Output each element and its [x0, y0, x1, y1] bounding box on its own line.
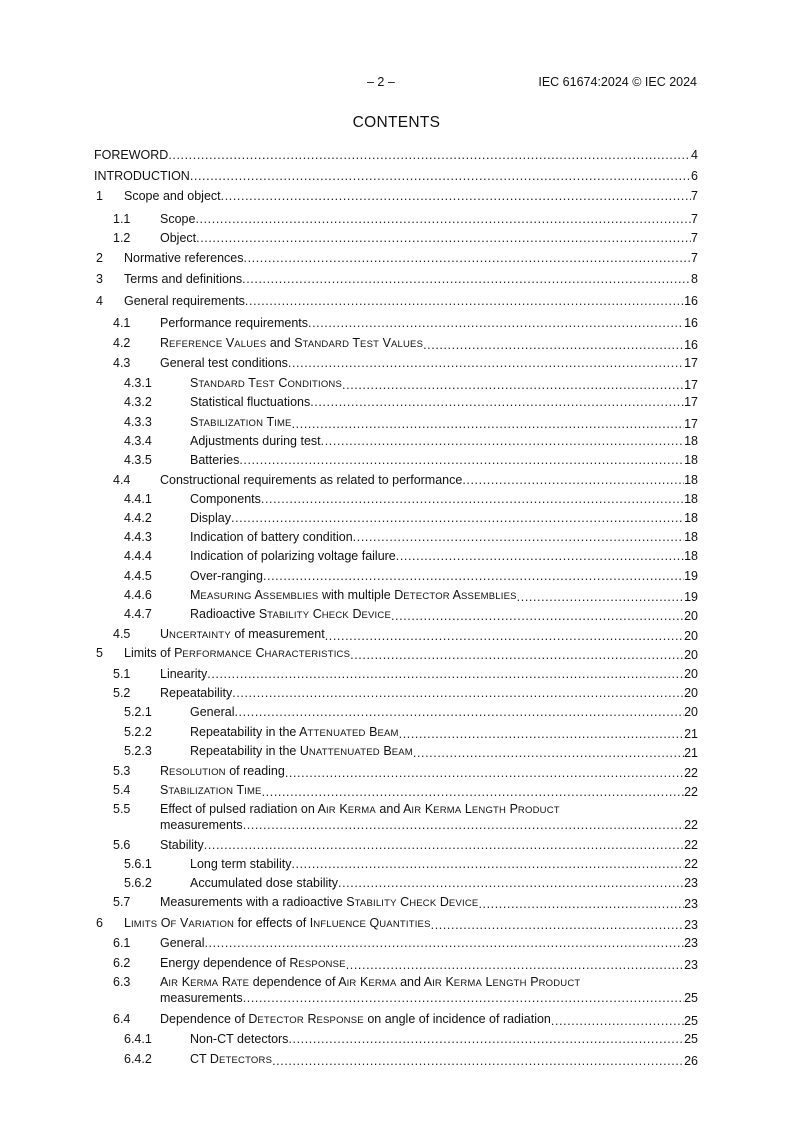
- toc-entry-page: 6: [691, 169, 698, 183]
- toc-dot-leader: [551, 1013, 684, 1029]
- toc-dot-leader: [288, 355, 684, 371]
- toc-entry-title: LIMITS OF VARIATION for effects of INFLUENCE QUANTITIES: [124, 916, 431, 930]
- toc-dot-leader: [261, 491, 684, 507]
- toc-entry-number: 4: [96, 294, 103, 308]
- toc-dot-leader: [195, 211, 691, 227]
- toc-entry[interactable]: [94, 188, 698, 204]
- toc-entry[interactable]: [94, 915, 698, 931]
- toc-entry-leader-line: [160, 355, 698, 371]
- toc-entry-page: 20: [684, 686, 698, 700]
- toc-entry-number: 3: [96, 272, 103, 286]
- toc-entry-leader-line: [190, 743, 698, 761]
- toc-entry-leader-line: [160, 955, 698, 973]
- toc-dot-leader: [413, 745, 684, 761]
- toc-entry-number: 4.4.5: [124, 569, 152, 583]
- toc-entry-page: 16: [684, 338, 698, 352]
- toc-dot-leader: [310, 394, 684, 410]
- toc-dot-leader: [221, 188, 691, 204]
- toc-entry-leader-line: [160, 817, 698, 833]
- toc-entry[interactable]: [94, 763, 698, 779]
- toc-entry[interactable]: [94, 315, 698, 331]
- toc-entry-leader-line: [190, 856, 698, 872]
- toc-entry-leader-line: [190, 510, 698, 526]
- toc-entry-leader-line: [160, 837, 698, 853]
- toc-entry-title: FOREWORD: [94, 148, 169, 162]
- toc-entry-number: 5: [96, 646, 103, 660]
- toc-entry-number: 1: [96, 189, 103, 203]
- toc-entry-leader-line: [124, 188, 698, 204]
- toc-entry-title: Display: [190, 511, 231, 525]
- toc-entry-title: Accumulated dose stability: [190, 876, 339, 890]
- toc-entry-number: 4.3.5: [124, 453, 152, 467]
- toc-entry-leader-line: [190, 529, 698, 545]
- toc-entry-page: 16: [684, 294, 698, 308]
- toc-entry-title: Object: [160, 231, 197, 245]
- toc-entry-leader-line: [124, 250, 698, 266]
- toc-entry-number: 4.4.6: [124, 588, 152, 602]
- toc-entry-page: 18: [684, 492, 698, 506]
- toc-entry-title: Batteries: [190, 453, 240, 467]
- toc-entry-leader-line: [190, 452, 698, 468]
- toc-entry-title: STANDARD TEST CONDITIONS: [190, 376, 343, 390]
- toc-entry-leader-line: [160, 211, 698, 227]
- toc-entry-page: 17: [684, 356, 698, 370]
- toc-entry[interactable]: [94, 935, 698, 951]
- standard-reference: IEC 61674:2024 © IEC 2024: [538, 75, 697, 89]
- page-title: CONTENTS: [352, 114, 441, 131]
- toc-entry-title: General requirements: [124, 294, 245, 308]
- toc-entry-page: 22: [684, 838, 698, 852]
- toc-entry-leader-line: [160, 666, 698, 682]
- toc-entry-title: Limits of PERFORMANCE CHARACTERISTICS: [124, 646, 351, 660]
- toc-entry-page: 7: [691, 231, 698, 245]
- toc-dot-leader: [204, 935, 684, 951]
- toc-entry-leader-line: [160, 315, 698, 331]
- page-header: [0, 75, 793, 93]
- toc-entry-title: Dependence of DETECTOR RESPONSE on angle of incidence of radiation: [160, 1012, 551, 1026]
- toc-entry-page: 21: [684, 727, 698, 741]
- toc-entry-title: Repeatability: [160, 686, 233, 700]
- toc-dot-leader: [462, 472, 684, 488]
- toc-entry-page: 23: [684, 936, 698, 950]
- toc-entry-page: 22: [684, 818, 698, 832]
- toc-entry-number: 5.5: [113, 802, 131, 816]
- toc-entry-title: REFERENCE VALUES and STANDARD TEST VALUES: [160, 336, 424, 350]
- toc-dot-leader: [168, 147, 691, 163]
- toc-entry-number: 4.3.3: [124, 415, 152, 429]
- toc-entry[interactable]: [94, 414, 698, 430]
- toc-entry-page: 22: [684, 857, 698, 871]
- toc-entry-number: 5.1: [113, 667, 131, 681]
- toc-entry-number: 6: [96, 916, 103, 930]
- toc-entry-page: 23: [684, 918, 698, 932]
- toc-dot-leader: [207, 666, 684, 682]
- toc-entry-page: 23: [684, 897, 698, 911]
- toc-entry-title: Normative references: [124, 251, 244, 265]
- toc-entry-leader-line: [190, 491, 698, 507]
- toc-dot-leader: [350, 647, 684, 663]
- toc-entry[interactable]: [94, 529, 698, 545]
- toc-entry[interactable]: [94, 548, 698, 564]
- toc-dot-leader: [204, 837, 684, 853]
- toc-entry[interactable]: [94, 955, 698, 971]
- toc-entry-number: 6.4: [113, 1012, 131, 1026]
- toc-entry-number: 4.4.7: [124, 607, 152, 621]
- toc-entry-leader-line: [160, 335, 698, 353]
- toc-entry[interactable]: [94, 168, 698, 184]
- toc-entry[interactable]: [94, 837, 698, 853]
- toc-entry-number: 5.2.3: [124, 744, 152, 758]
- toc-entry-page: 7: [691, 189, 698, 203]
- toc-entry-leader-line: [160, 1011, 698, 1029]
- toc-entry-title: measurements: [160, 991, 243, 1005]
- toc-entry-number: 5.6.2: [124, 876, 152, 890]
- toc-entry[interactable]: [94, 394, 698, 410]
- toc-dot-leader: [288, 1031, 684, 1047]
- toc-entry-number: 4.4.2: [124, 511, 152, 525]
- toc-entry-page: 19: [684, 590, 698, 604]
- toc-entry-page: 18: [684, 434, 698, 448]
- toc-entry-page: 17: [684, 378, 698, 392]
- toc-entry-leader-line: [160, 685, 698, 701]
- toc-entry-title: UNCERTAINTY of measurement: [160, 627, 325, 641]
- toc-entry[interactable]: [94, 626, 698, 642]
- toc-entry-number: 6.2: [113, 956, 131, 970]
- toc-entry-title: General: [190, 705, 235, 719]
- toc-dot-leader: [243, 817, 684, 833]
- toc-entry-leader-line: [190, 875, 698, 891]
- toc-entry-number: 4.4.1: [124, 492, 152, 506]
- toc-entry-title: Linearity: [160, 667, 208, 681]
- toc-entry[interactable]: [94, 293, 698, 309]
- toc-dot-leader: [232, 685, 684, 701]
- toc-entry-page: 23: [684, 876, 698, 890]
- toc-entry[interactable]: [94, 335, 698, 351]
- toc-entry-page: 23: [684, 958, 698, 972]
- toc-dot-leader: [190, 168, 691, 184]
- toc-entry-page: 18: [684, 549, 698, 563]
- toc-entry-page: 25: [684, 991, 698, 1005]
- toc-entry-title: Scope and object: [124, 189, 221, 203]
- toc-dot-leader: [262, 784, 684, 800]
- toc-entry[interactable]: [94, 375, 698, 391]
- toc-entry-page: 20: [684, 609, 698, 623]
- toc-entry[interactable]: [94, 894, 698, 910]
- toc-dot-leader: [321, 433, 684, 449]
- toc-entry-title: Repeatability in the UNATTENUATED BEAM: [190, 744, 413, 758]
- toc-dot-leader: [239, 452, 684, 468]
- toc-entry[interactable]: [94, 355, 698, 371]
- toc-dot-leader: [517, 589, 684, 605]
- toc-entry-leader-line: [190, 724, 698, 742]
- toc-entry[interactable]: [94, 1011, 698, 1027]
- toc-entry-number: 4.1: [113, 316, 131, 330]
- toc-entry[interactable]: [94, 433, 698, 449]
- toc-entry-leader-line: [160, 472, 698, 488]
- toc-entry-number: 1.2: [113, 231, 131, 245]
- toc-dot-leader: [423, 337, 684, 353]
- toc-entry-number: 2: [96, 251, 103, 265]
- toc-entry-title: Statistical fluctuations: [190, 395, 311, 409]
- toc-entry-page: 19: [684, 569, 698, 583]
- toc-entry-leader-line: [190, 394, 698, 410]
- toc-dot-leader: [292, 416, 684, 432]
- toc-entry-page: 25: [684, 1032, 698, 1046]
- toc-entry-leader-line: [94, 168, 698, 184]
- toc-dot-leader: [272, 1053, 684, 1069]
- toc-dot-leader: [263, 568, 684, 584]
- toc-entry[interactable]: [94, 704, 698, 720]
- toc-entry-title: Components: [190, 492, 261, 506]
- toc-entry-number: 4.3: [113, 356, 131, 370]
- toc-entry-page: 4: [691, 148, 698, 162]
- toc-entry-leader-line: [160, 763, 698, 781]
- toc-entry-leader-line: [190, 548, 698, 564]
- toc-entry-number: 6.1: [113, 936, 131, 950]
- toc-entry-title: Adjustments during test: [190, 434, 321, 448]
- toc-entry-leader-line: [160, 935, 698, 951]
- toc-entry-page: 18: [684, 530, 698, 544]
- toc-dot-leader: [291, 856, 684, 872]
- toc-dot-leader: [478, 896, 684, 912]
- toc-dot-leader: [353, 529, 684, 545]
- toc-dot-leader: [396, 548, 684, 564]
- toc-entry[interactable]: [94, 587, 698, 603]
- toc-entry-page: 17: [684, 395, 698, 409]
- toc-dot-leader: [431, 917, 684, 933]
- toc-entry[interactable]: [94, 782, 698, 798]
- toc-entry-number: 5.2.2: [124, 725, 152, 739]
- toc-entry-leader-line: [190, 587, 698, 605]
- toc-entry-leader-line: [124, 271, 698, 287]
- toc-entry-leader-line: [190, 704, 698, 720]
- toc-entry-title: Effect of pulsed radiation on AIR KERMA and AIR KERMA LENGTH PRODUCT: [160, 802, 560, 816]
- toc-entry-title: General: [160, 936, 205, 950]
- toc-entry-title: CT DETECTORS: [190, 1052, 273, 1066]
- toc-entry-page: 7: [691, 251, 698, 265]
- toc-dot-leader: [231, 510, 684, 526]
- toc-dot-leader: [285, 765, 684, 781]
- toc-entry-title: Repeatability in the ATTENUATED BEAM: [190, 725, 399, 739]
- toc-entry-continuation[interactable]: [94, 817, 698, 833]
- toc-entry-title: INTRODUCTION: [94, 169, 190, 183]
- toc-dot-leader: [245, 293, 684, 309]
- toc-entry-page: 7: [691, 212, 698, 226]
- toc-entry[interactable]: [94, 724, 698, 740]
- toc-entry[interactable]: [94, 856, 698, 872]
- toc-entry-page: 16: [684, 316, 698, 330]
- toc-entry-page: 22: [684, 766, 698, 780]
- toc-entry-title: General test conditions: [160, 356, 288, 370]
- toc-entry-number: 1.1: [113, 212, 131, 226]
- toc-entry-title: RESOLUTION of reading: [160, 764, 285, 778]
- toc-entry[interactable]: [94, 472, 698, 488]
- toc-entry[interactable]: [94, 230, 698, 246]
- toc-entry-leader-line: [94, 147, 698, 163]
- toc-entry-leader-line: [160, 894, 698, 912]
- toc-entry-number: 5.6.1: [124, 857, 152, 871]
- toc-entry-number: 5.7: [113, 895, 131, 909]
- toc-entry[interactable]: [94, 568, 698, 584]
- toc-dot-leader: [244, 250, 692, 266]
- toc-entry-leader-line: [160, 230, 698, 246]
- toc-entry[interactable]: [94, 510, 698, 526]
- toc-entry-page: 8: [691, 272, 698, 286]
- toc-entry-title: Constructional requirements as related to performance: [160, 473, 463, 487]
- toc-entry[interactable]: [94, 1031, 698, 1047]
- toc-entry-number: 4.3.4: [124, 434, 152, 448]
- toc-entry-title: Scope: [160, 212, 196, 226]
- toc-entry-number: 5.3: [113, 764, 131, 778]
- toc-entry[interactable]: [94, 147, 698, 163]
- toc-entry-number: 4.4.4: [124, 549, 152, 563]
- toc-entry-page: 18: [684, 453, 698, 467]
- toc-dot-leader: [243, 990, 684, 1006]
- toc-dot-leader: [234, 704, 684, 720]
- toc-entry-leader-line: [124, 915, 698, 933]
- toc-entry-leader-line: [190, 1051, 698, 1069]
- toc-entry-title: Long term stability: [190, 857, 292, 871]
- toc-dot-leader: [308, 315, 684, 331]
- toc-entry-number: 4.5: [113, 627, 131, 641]
- toc-entry-number: 5.4: [113, 783, 131, 797]
- toc-entry-page: 17: [684, 417, 698, 431]
- page-number: – 2 –: [367, 75, 395, 89]
- toc-entry-leader-line: [124, 293, 698, 309]
- toc-entry-title: MEASURING ASSEMBLIES with multiple DETECTOR ASSEMBLIES: [190, 588, 517, 602]
- toc-entry-title: STABILIZATION TIME: [190, 415, 292, 429]
- toc-dot-leader: [325, 628, 684, 644]
- toc-dot-leader: [196, 230, 691, 246]
- toc-entry-page: 26: [684, 1054, 698, 1068]
- toc-entry-number: 4.2: [113, 336, 131, 350]
- toc-entry[interactable]: [94, 685, 698, 701]
- toc-entry-number: 4.4: [113, 473, 131, 487]
- toc-entry-leader-line: [190, 433, 698, 449]
- toc-entry-leader-line: [190, 375, 698, 393]
- toc-dot-leader: [342, 377, 684, 393]
- toc-entry[interactable]: [94, 875, 698, 891]
- toc-entry-title: Indication of polarizing voltage failure: [190, 549, 396, 563]
- toc-entry-number: 4.4.3: [124, 530, 152, 544]
- toc-entry[interactable]: [94, 491, 698, 507]
- toc-entry-page: 20: [684, 667, 698, 681]
- toc-entry-number: 5.6: [113, 838, 131, 852]
- toc-entry-page: 18: [684, 511, 698, 525]
- toc-entry-title: STABILIZATION TIME: [160, 783, 262, 797]
- toc-dot-leader: [242, 271, 691, 287]
- toc-entry-leader-line: [190, 414, 698, 432]
- toc-entry-leader-line: [124, 645, 698, 663]
- toc-entry-page: 20: [684, 629, 698, 643]
- toc-entry-leader-line: [160, 990, 698, 1006]
- toc-entry-title: Stability: [160, 838, 204, 852]
- toc-entry-leader-line: [190, 568, 698, 584]
- toc-entry-leader-line: [160, 782, 698, 800]
- toc-entry-page: 20: [684, 705, 698, 719]
- toc-entry[interactable]: [94, 452, 698, 468]
- toc-entry[interactable]: [94, 743, 698, 759]
- toc-entry-title: Over-ranging: [190, 569, 263, 583]
- toc-entry[interactable]: [94, 271, 698, 287]
- toc-entry-page: 25: [684, 1014, 698, 1028]
- toc-entry-page: 20: [684, 648, 698, 662]
- toc-entry-number: 6.4.2: [124, 1052, 152, 1066]
- toc-entry-title: Performance requirements: [160, 316, 308, 330]
- toc-entry-leader-line: [190, 606, 698, 624]
- toc-entry-title: Non-CT detectors: [190, 1032, 289, 1046]
- toc-dot-leader: [338, 875, 684, 891]
- toc-entry[interactable]: [94, 974, 698, 990]
- toc-entry-title: Terms and definitions: [124, 272, 243, 286]
- toc-entry-title: Energy dependence of RESPONSE: [160, 956, 346, 970]
- toc-entry[interactable]: [94, 606, 698, 622]
- toc-dot-leader: [346, 957, 684, 973]
- toc-entry[interactable]: [94, 250, 698, 266]
- toc-entry-number: 5.2.1: [124, 705, 152, 719]
- toc-entry-page: 22: [684, 785, 698, 799]
- toc-entry[interactable]: [94, 645, 698, 661]
- toc-entry-number: 6.3: [113, 975, 131, 989]
- toc-entry[interactable]: [94, 1051, 698, 1067]
- toc-entry[interactable]: [94, 801, 698, 817]
- toc-entry-title: Measurements with a radioactive STABILITY CHECK DEVICE: [160, 895, 479, 909]
- toc-entry-title: AIR KERMA RATE dependence of AIR KERMA and AIR KERMA LENGTH PRODUCT: [160, 975, 581, 989]
- toc-entry-number: 5.2: [113, 686, 131, 700]
- toc-entry-continuation[interactable]: [94, 990, 698, 1006]
- toc-entry[interactable]: [94, 211, 698, 227]
- toc-entry-title: measurements: [160, 818, 243, 832]
- toc-entry-title: Radioactive STABILITY CHECK DEVICE: [190, 607, 391, 621]
- toc-entry-number: 4.3.1: [124, 376, 152, 390]
- toc-entry[interactable]: [94, 666, 698, 682]
- toc-entry-number: 6.4.1: [124, 1032, 152, 1046]
- toc-entry-page: 18: [684, 473, 698, 487]
- toc-dot-leader: [391, 608, 684, 624]
- toc-entry-leader-line: [160, 626, 698, 644]
- toc-entry-number: 4.3.2: [124, 395, 152, 409]
- toc-dot-leader: [399, 726, 684, 742]
- toc-entry-leader-line: [190, 1031, 698, 1047]
- toc-entry-title: Indication of battery condition: [190, 530, 353, 544]
- toc-entry-page: 21: [684, 746, 698, 760]
